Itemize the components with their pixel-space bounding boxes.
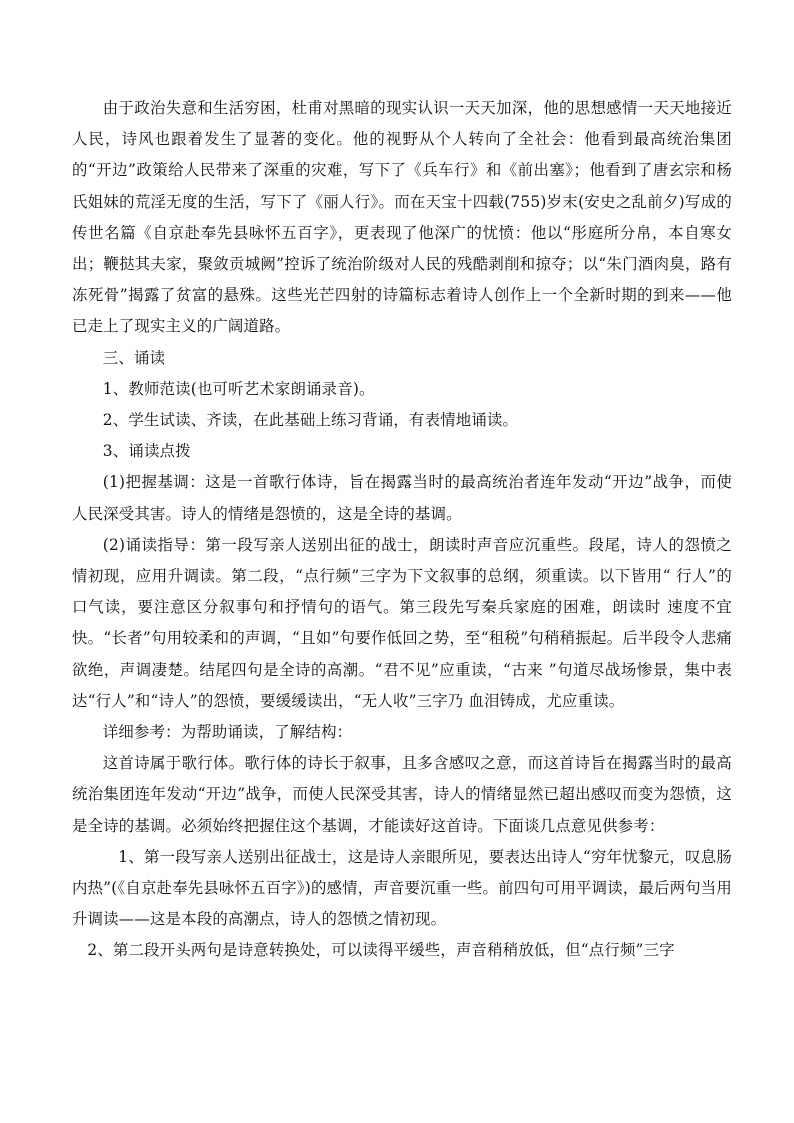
- list-item-teacher-reading: 1、教师范读(也可听艺术家朗诵录音)。: [102, 379, 375, 398]
- list-item-student-reading: 2、学生试读、齐读，在此基础上练习背诵，有表情地诵读。: [102, 411, 519, 430]
- paragraph-du-fu-background: 由于政治失意和生活穷困，杜甫对黑暗的现实认识一天天加深，他的思想感情一天天地接近人民，诗风也跟着发生了显著的变化。他的视野从个人转向了全社会：他看到最高统治集团的“开边”政策给人民带来了深重的灾难，写下了《兵车行》和《前出塞》；他看到了唐玄宗和杨氏姐妹的荒淫无度的生活，写下了《丽人行》。而在天宝十四载(755)岁末(安史之乱前夕)写成的传世名篇《自京赴奉先县咏怀五百字》，更表现了他深广的忧愤：他以“彤庭所分帛，本自寒女出；鞭挞其夫家，聚敛贡城阙”控诉了统治阶级对人民的残酷剥削和掠夺；以“朱门酒肉臭，路有冻死骨”揭露了贫富的悬殊。这些光芒四射的诗篇标志着诗人创作上一个全新时期的到来——他已走上了现实主义的广阔道路。: [72, 99, 732, 336]
- paragraph-detailed-reference: 详细参考：为帮助诵读，了解结构：: [102, 723, 353, 742]
- section-heading-recitation: 三、诵读: [102, 348, 166, 367]
- paragraph-second-section: 2、第二段开头两句是诗意转换处，可以读得平缓些，声音稍稍放低，但“点行频”三字: [87, 941, 675, 960]
- list-item-recitation-tips: 3、诵读点拨: [102, 442, 191, 461]
- document-page: [72, 93, 732, 967]
- paragraph-poem-genre: 这首诗属于歌行体。歌行体的诗长于叙事，且多含感叹之意，而这首诗旨在揭露当时的最高统治集团连年发动“开边”战争，而使人民深受其害，诗人的情绪显然已超出感叹而变为怨愤，这是全诗的基调。必须始终把握住这个基调，才能读好这首诗。下面谈几点意见供参考：: [72, 754, 732, 835]
- paragraph-basic-tone: (1)把握基调：这是一首歌行体诗，旨在揭露当时的最高统治者连年发动“开边”战争，而使人民深受其害。诗人的情绪是怨愤的，这是全诗的基调。: [72, 473, 732, 523]
- paragraph-first-section: 1、第一段写亲人送别出征战士，这是诗人亲眼所见，要表达出诗人“穷年忧黎元，叹息肠内热”(《自京赴奉先县咏怀五百字》)的感情，声音要沉重一些。前四句可用平调读，最后两句当用升调读——这是本段的高潮点，诗人的怨愤之情初现。: [72, 847, 732, 929]
- paragraph-recitation-guide: (2)诵读指导：第一段写亲人送别出征的战士，朗读时声音应沉重些。段尾，诗人的怨愤之情初现，应用升调读。第二段，“点行频”三字为下文叙事的总纲，须重读。以下皆用“ 行人”的口气读，要注意区分叙事句和抒情句的语气。第三段先写秦兵家庭的困难，朗读时 速度不宜快。“长者”句用较柔和的声调，“且如”句要作低回之势，至“租税”句稍稍振起。后半段令人悲痛欲绝，声调凄楚。结尾四句是全诗的高潮。“君不见”应重读，“古来 ”句道尽战场惨景，集中表达“行人”和“诗人”的怨愤，要缓缓读出，“无人收”三字乃 血泪铸成，尤应重读。: [72, 535, 732, 710]
